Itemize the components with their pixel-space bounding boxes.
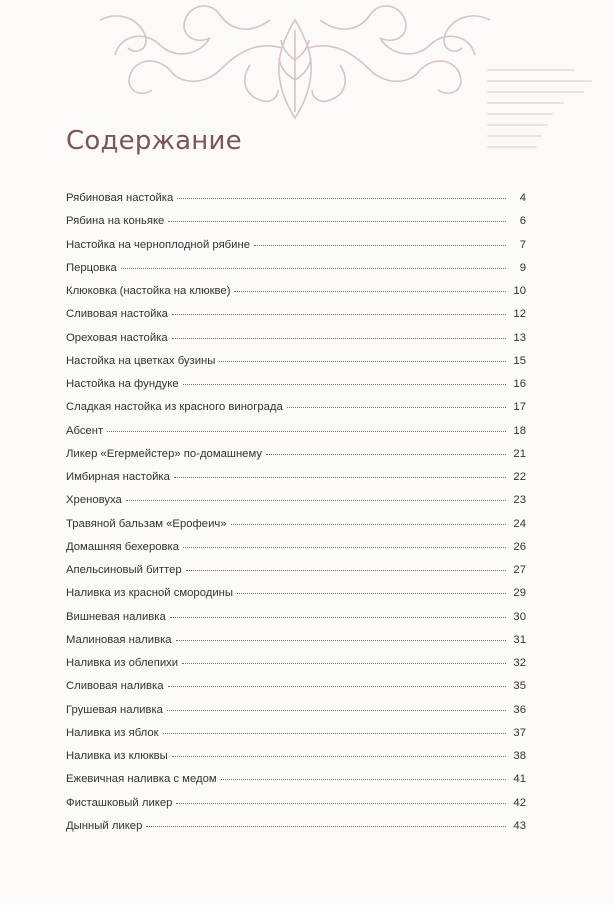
toc-entry-page-number: 31 (513, 633, 526, 646)
toc-entry[interactable] (66, 704, 526, 727)
toc-entry[interactable] (66, 611, 526, 634)
dot-leader (146, 826, 506, 827)
toc-entry-page-number: 43 (513, 819, 526, 832)
toc-entry-title: Сладкая настойка из красного винограда (66, 401, 283, 414)
dot-leader (183, 384, 506, 385)
toc-entry-title: Малиновая наливка (66, 633, 172, 646)
dot-leader (182, 663, 506, 664)
toc-entry-page-number: 37 (513, 726, 526, 739)
toc-entry-title: Настойка на фундуке (66, 378, 179, 390)
toc-entry-page-number: 29 (513, 587, 526, 600)
toc-entry-title: Ликер «Егермейстер» по-домашнему (66, 447, 263, 460)
toc-entry-page-number: 30 (513, 610, 526, 623)
toc-entry-page-number: 10 (513, 285, 526, 297)
toc-entry-title: Рябина на коньяке (66, 215, 165, 228)
toc-entry-title: Абсент (66, 424, 104, 437)
toc-entry-title: Имбирная настойка (66, 471, 170, 483)
toc-entry[interactable] (66, 308, 526, 331)
toc-entry-title: Домашняя бехеровка (66, 540, 180, 553)
page-title: Содержание (66, 126, 242, 156)
dot-leader (287, 407, 506, 408)
toc-entry[interactable] (66, 262, 526, 285)
dot-leader (254, 245, 506, 246)
dot-leader (183, 547, 506, 548)
toc-entry-page-number: 35 (513, 680, 526, 693)
toc-entry[interactable] (66, 378, 526, 401)
toc-entry[interactable] (66, 471, 526, 494)
table-of-contents (66, 192, 526, 843)
dot-leader (237, 593, 506, 594)
toc-entry-page-number: 12 (513, 308, 526, 321)
toc-entry[interactable] (66, 727, 526, 750)
toc-entry-title: Сливовая наливка (66, 680, 164, 693)
toc-entry[interactable] (66, 820, 526, 843)
toc-entry-title: Настойка на черноплодной рябине (66, 238, 250, 251)
dot-leader (172, 338, 506, 339)
toc-entry-page-number: 26 (513, 540, 526, 553)
dot-leader (231, 524, 506, 525)
toc-entry-title: Травяной бальзам «Ерофеич» (66, 517, 227, 530)
toc-entry-title: Рябиновая настойка (66, 192, 174, 204)
toc-entry[interactable] (66, 332, 526, 355)
toc-entry[interactable] (66, 448, 526, 471)
toc-entry[interactable] (66, 750, 526, 773)
toc-entry-page-number: 4 (519, 192, 526, 204)
toc-entry[interactable] (66, 657, 526, 680)
dot-leader (167, 710, 506, 711)
toc-entry[interactable] (66, 773, 526, 796)
toc-entry[interactable] (66, 425, 526, 448)
toc-entry[interactable] (66, 494, 526, 517)
toc-entry-page-number: 23 (513, 494, 526, 507)
toc-entry-page-number: 18 (513, 424, 526, 437)
toc-entry-page-number: 36 (513, 703, 526, 716)
toc-entry[interactable] (66, 192, 526, 215)
toc-entry-title: Апельсиновый биттер (66, 564, 182, 576)
toc-entry-title: Настойка на цветках бузины (66, 354, 216, 367)
toc-entry-page-number: 13 (513, 331, 526, 344)
toc-entry-title: Вишневая наливка (66, 610, 166, 623)
toc-entry-page-number: 17 (513, 401, 526, 414)
toc-entry[interactable] (66, 285, 526, 308)
toc-entry-page-number: 32 (513, 657, 526, 669)
toc-entry-title: Наливка из облепихи (66, 657, 179, 669)
dot-leader (266, 454, 506, 455)
toc-entry-title: Наливка из яблок (66, 726, 159, 739)
dot-leader (176, 640, 506, 641)
toc-entry[interactable] (66, 541, 526, 564)
toc-entry[interactable] (66, 564, 526, 587)
toc-entry-page-number: 21 (513, 447, 526, 460)
toc-entry[interactable] (66, 797, 526, 820)
toc-entry-title: Ореховая настойка (66, 331, 168, 344)
dot-leader (168, 221, 506, 222)
toc-entry-title: Наливка из красной смородины (66, 587, 233, 600)
toc-entry-page-number: 27 (513, 564, 526, 576)
toc-entry-page-number: 22 (513, 471, 526, 483)
dot-leader (172, 314, 506, 315)
toc-entry[interactable] (66, 355, 526, 378)
dot-leader (126, 500, 506, 501)
dot-leader (221, 779, 506, 780)
toc-entry[interactable] (66, 634, 526, 657)
toc-entry-page-number: 7 (519, 238, 526, 251)
dot-leader (168, 686, 506, 687)
floral-ornament-icon (60, 0, 530, 120)
dot-leader (234, 291, 506, 292)
dot-leader (174, 477, 506, 478)
toc-entry-page-number: 6 (519, 215, 526, 228)
toc-entry-page-number: 41 (513, 773, 526, 786)
dot-leader (107, 431, 506, 432)
toc-entry-title: Грушевая наливка (66, 703, 163, 716)
toc-entry-page-number: 16 (513, 378, 526, 390)
toc-entry-title: Клюковка (настойка на клюкве) (66, 285, 231, 297)
toc-entry-page-number: 42 (513, 796, 526, 809)
dot-leader (186, 570, 506, 571)
toc-entry-title: Перцовка (66, 261, 117, 274)
toc-entry[interactable] (66, 215, 526, 238)
toc-entry-title: Сливовая настойка (66, 308, 168, 321)
toc-entry-title: Фисташковый ликер (66, 796, 173, 809)
toc-entry-page-number: 38 (513, 750, 526, 762)
bleed-through-text (487, 60, 597, 200)
toc-entry-page-number: 15 (513, 354, 526, 367)
dot-leader (176, 803, 506, 804)
dot-leader (170, 617, 506, 618)
toc-entry-title: Дынный ликер (66, 819, 143, 832)
toc-entry-page-number: 9 (519, 261, 526, 274)
toc-entry-title: Хреновуха (66, 494, 122, 507)
toc-entry[interactable] (66, 680, 526, 703)
dot-leader (219, 361, 506, 362)
toc-entry-title: Ежевичная наливка с медом (66, 773, 217, 786)
toc-entry-page-number: 24 (513, 517, 526, 530)
toc-entry[interactable] (66, 518, 526, 541)
toc-entry[interactable] (66, 239, 526, 262)
dot-leader (177, 198, 506, 199)
dot-leader (163, 733, 506, 734)
toc-entry[interactable] (66, 401, 526, 424)
toc-entry[interactable] (66, 587, 526, 610)
dot-leader (121, 268, 506, 269)
dot-leader (172, 756, 506, 757)
toc-entry-title: Наливка из клюквы (66, 750, 168, 762)
